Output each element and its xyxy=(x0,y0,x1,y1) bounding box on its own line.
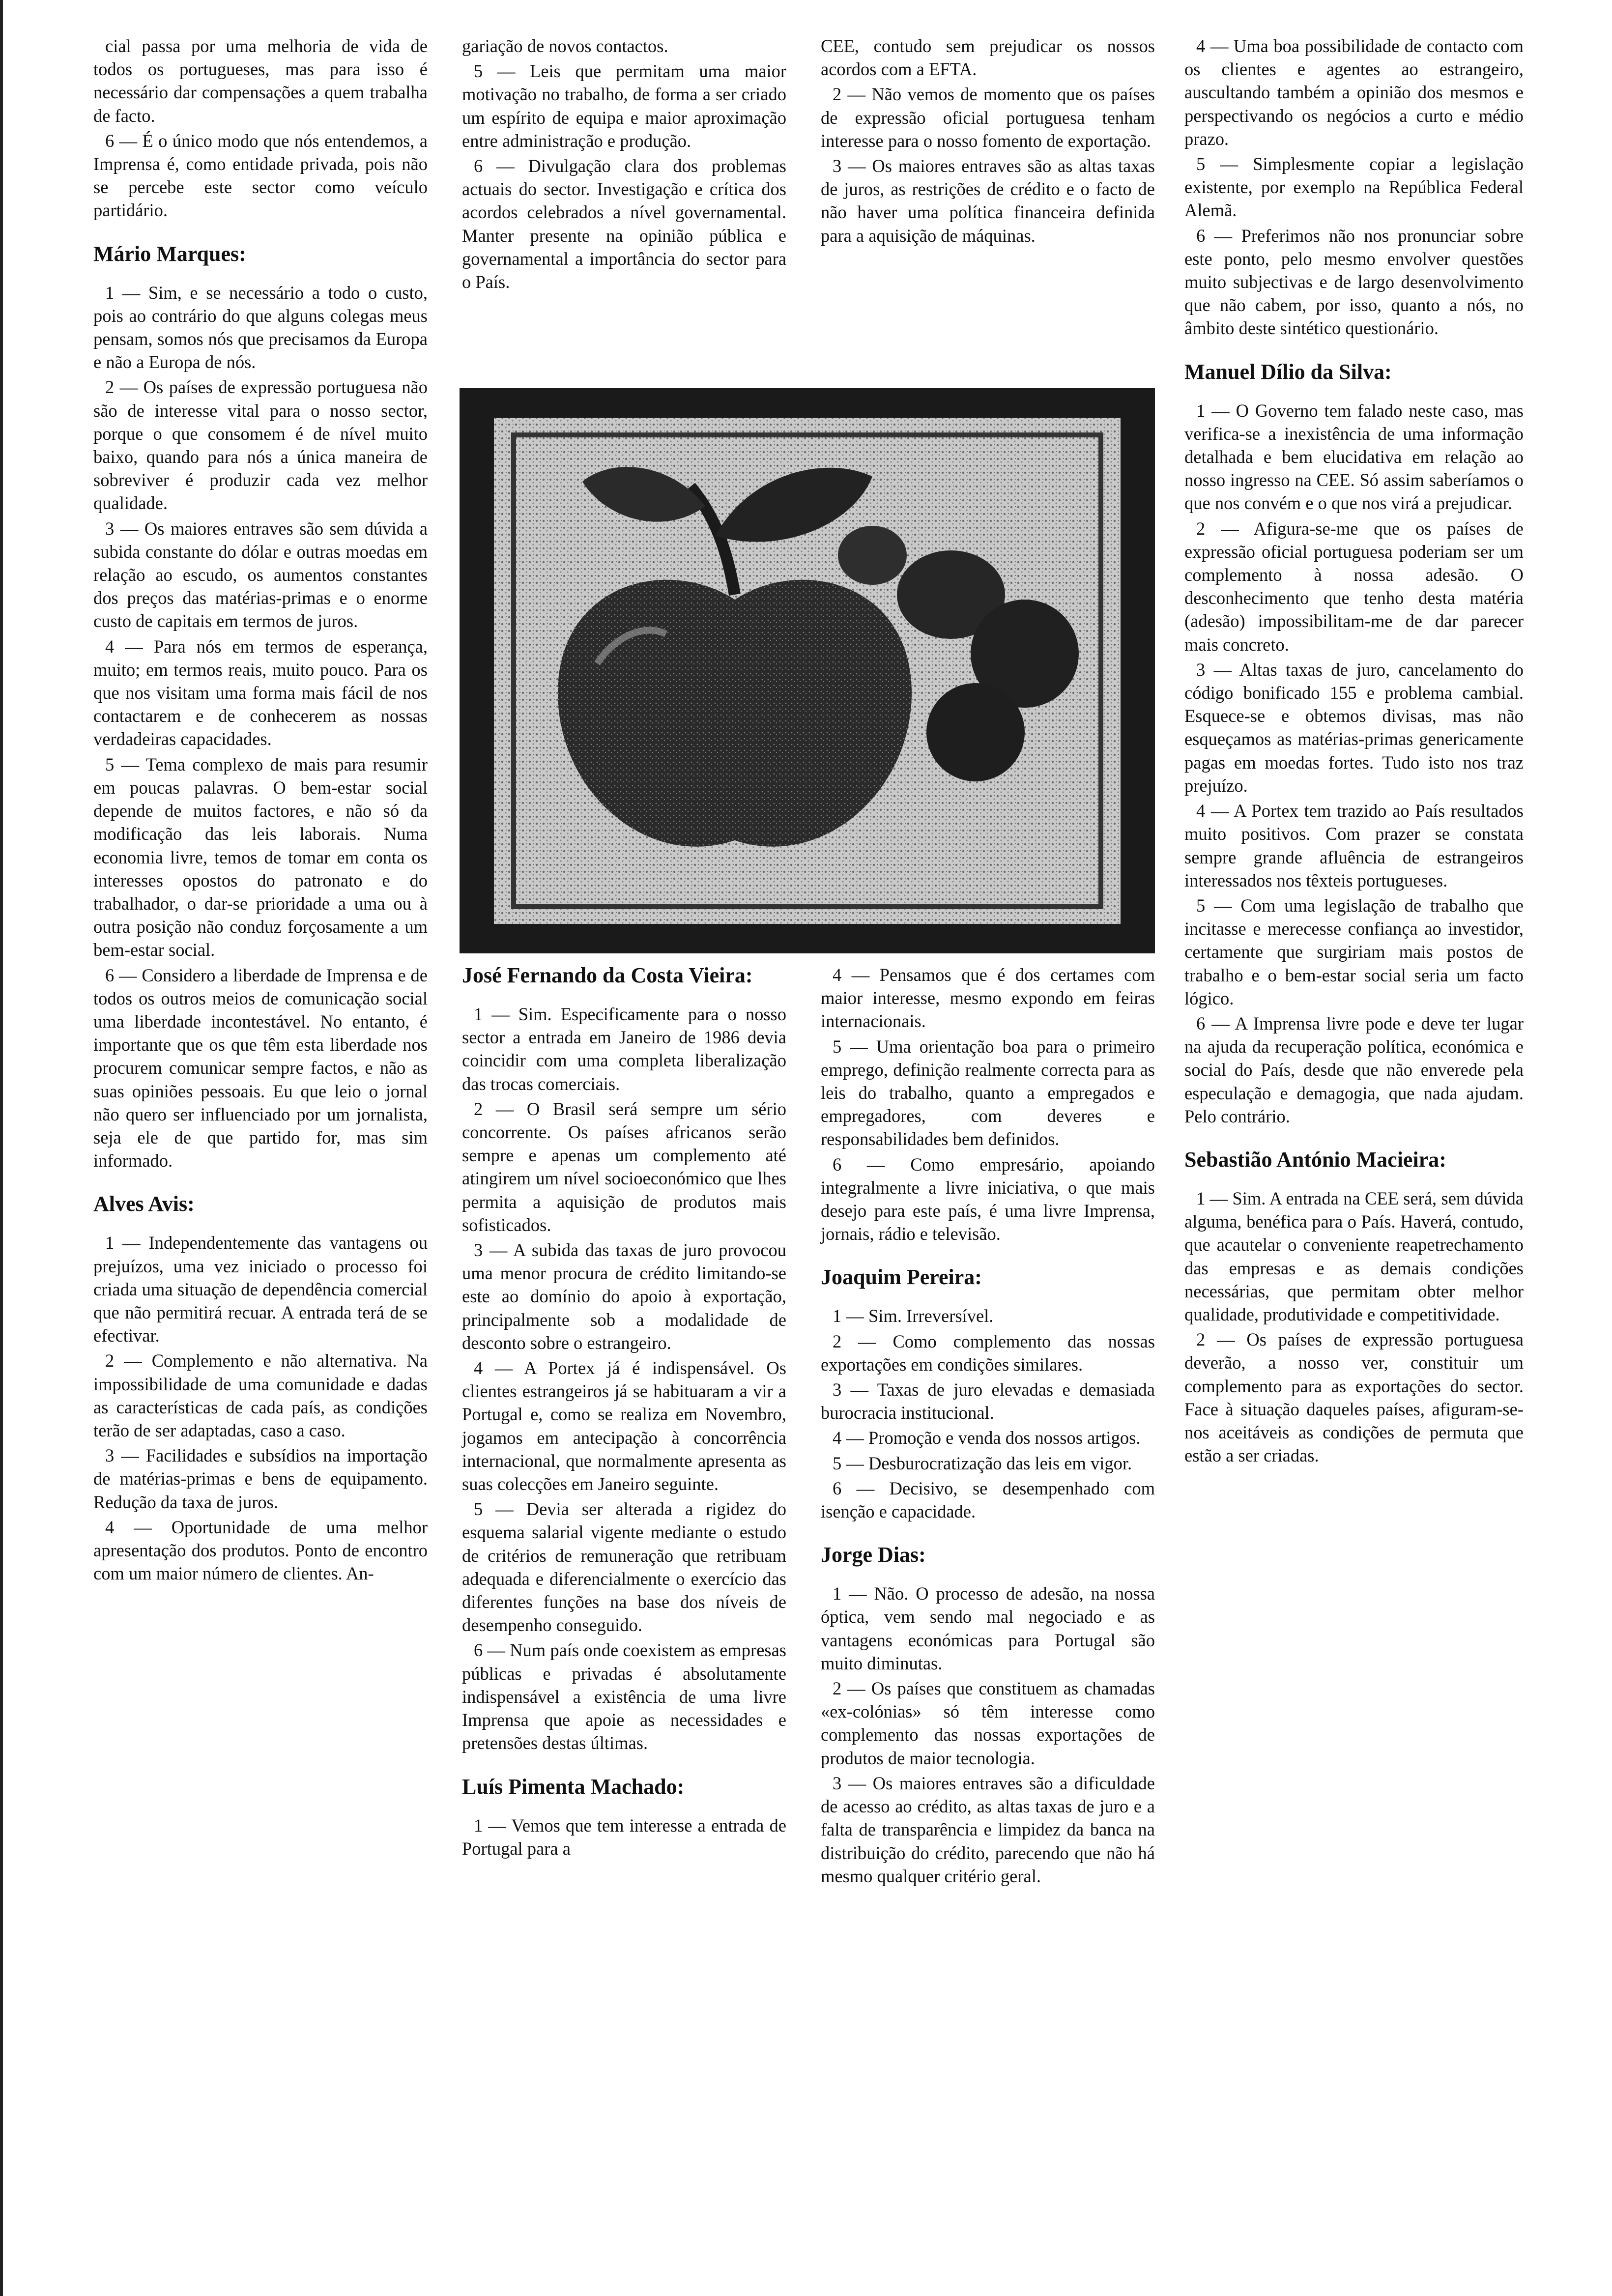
paragraph: 5 — Desburocratização das leis em vigor. xyxy=(833,1453,1132,1473)
paragraph: 3 — A subida das taxas de juro provocou uma menor procura de crédito limitando-se este ao domínio do apoio à exportação, principalmente sob a modalidade de desconto sobre o estrangeiro. xyxy=(462,1240,786,1353)
paragraph: 4 — Oportunidade de uma melhor apresentação dos produtos. Ponto de encontro com um maior número de clientes. An- xyxy=(93,1517,428,1584)
paragraph: 4 — Promoção e venda dos nossos artigos. xyxy=(833,1428,1141,1448)
paragraph: 1 — Sim. Especificamente para o nosso sector a entrada em Janeiro de 1986 devia coincidir com uma completa liberalização das trocas comerciais. xyxy=(462,1004,786,1094)
paragraph: 4 — Para nós em termos de esperança, muito; em termos reais, muito pouco. Para os que nos visitam uma forma mais fácil de nos contactarem e de conhecerem as nossas verdadeiras capacidades. xyxy=(93,636,428,749)
paragraph: 2 — O Brasil será sempre um sério concorrente. Os países africanos serão sempre e apenas um complemento até atingirem um nível socioeconómico que lhes permita a aquisição de produtos mais sofisticados. xyxy=(462,1098,786,1235)
paragraph: 6 — Como empresário, apoiando integralmente a livre iniciativa, o que mais desejo para este país, é uma livre Imprensa, jornais, rádio e televisão. xyxy=(821,1154,1155,1244)
respondent-heading: José Fernando da Costa Vieira: xyxy=(462,963,753,987)
paragraph: 6 — Considero a liberdade de Imprensa e de todos os outros meios de comunicação social uma liberdade incontestável. No entanto, é importante que os que têm esta liberdade nos procurem comunicar sempre factos, e não as suas opiniões pessoais. Eu que leio o jornal não quero ser influenciado por um jornalista, seja ele de que partido for, mas sim informado. xyxy=(93,965,428,1171)
paragraph: 5 — Simplesmente copiar a legislação existente, por exemplo na República Federal Alemã. xyxy=(1184,154,1524,221)
paragraph: 3 — Altas taxas de juro, cancelamento do código bonificado 155 e problema cambial. Esquece-se e obtemos divisas, mas não esqueçamos as matérias-primas genericamente pagas em moedas fortes. Tudo isto nos traz prejuízo. xyxy=(1184,659,1524,796)
column-2-bottom xyxy=(462,963,786,2280)
paragraph: 4 — A Portex já é indispensável. Os clientes estrangeiros já se habituaram a vir a Portugal e, como se realiza em Novembro, jogamos em antecipação à concorrência internacional, que normalmente apresenta as suas colecções em Janeiro seguinte. xyxy=(462,1358,786,1494)
apple-artwork xyxy=(460,388,1155,953)
column-3-top xyxy=(821,34,1155,388)
paragraph: 1 — Sim, e se necessário a todo o custo, pois ao contrário do que alguns colegas meus pensam, somos nós que precisamos da Europa e não a Europa de nós. xyxy=(93,282,428,373)
paragraph: 3 — Os maiores entraves são a dificuldade de acesso ao crédito, as altas taxas de juro e a falta de transparência e limpidez da banca na distribuição do crédito, parecendo que não há mesmo qualquer critério geral. xyxy=(821,1773,1155,1886)
respondent-heading: Jorge Dias: xyxy=(821,1543,926,1567)
respondent-heading: Joaquim Pereira: xyxy=(821,1265,982,1290)
paragraph: 5 — Com uma legislação de trabalho que incitasse e merecesse confiança ao investidor, certamente que surgiriam mais postos de trabalho e o bem-estar social seria um facto lógico. xyxy=(1184,895,1524,1008)
apple-illustration xyxy=(460,388,1155,953)
paragraph: 3 — Taxas de juro elevadas e demasiada burocracia institucional. xyxy=(821,1379,1155,1423)
paragraph: 4 — A Portex tem trazido ao País resultados muito positivos. Com prazer se constata sempre grande afluência de estrangeiros interessados nos têxteis portugueses. xyxy=(1184,801,1524,890)
paragraph: 3 — Facilidades e subsídios na importação de matérias-primas e bens de equipamento. Redução da taxa de juros. xyxy=(93,1445,428,1512)
column-2-top xyxy=(462,34,786,388)
paragraph: 2 — Como complemento das nossas exportações em condições similares. xyxy=(821,1331,1155,1375)
paragraph: 1 — Independentemente das vantagens ou prejuízos, uma vez iniciado o processo foi criada uma situação de dependência comercial que não permitirá recuar. A entrada terá de se efectivar. xyxy=(93,1233,428,1346)
paragraph: 2 — Os países de expressão portuguesa deverão, a nosso ver, constituir um complemento para as exportações do sector. Face à situação daqueles países, afiguram-se-nos aceitáveis as condições de permuta que estão a ser criadas. xyxy=(1184,1329,1524,1466)
paragraph: 6 — Preferimos não nos pronunciar sobre este ponto, pelo mesmo envolver questões muito subjectivas e de largo desenvolvimento que não cabem, por isso, quanto a nós, no âmbito deste sintético questionário. xyxy=(1184,225,1524,339)
paragraph: cial passa por uma melhoria de vida de todos os portugueses, mas para isso é necessário dar compensações a quem trabalha de facto. xyxy=(93,36,428,126)
paragraph: gariação de novos contactos. xyxy=(462,36,668,56)
paragraph: 4 — Pensamos que é dos certames com maior interesse, mesmo expondo em feiras internacionais. xyxy=(821,965,1155,1032)
paragraph: 3 — Os maiores entraves são sem dúvida a subida constante do dólar e outras moedas em relação ao escudo, os aumentos constantes dos preços das matérias-primas e o enorme custo de capitais em termos de juros. xyxy=(93,518,428,631)
respondent-heading: Luís Pimenta Machado: xyxy=(462,1774,685,1799)
respondent-heading: Alves Avis: xyxy=(93,1192,195,1216)
respondent-heading: Sebastião António Macieira: xyxy=(1184,1147,1446,1172)
paragraph: 5 — Leis que permitam uma maior motivação no trabalho, de forma a ser criado um espírito de equipa e maior aproximação entre administração e produção. xyxy=(462,61,786,151)
paragraph: 1 — Vemos que tem interesse a entrada de Portugal para a xyxy=(462,1815,786,1859)
paragraph: 6 — A Imprensa livre pode e deve ter lugar na ajuda da recuperação política, económica e social do País, desde que não enverede pela especulação e demagogia, que nada ajudam. Pelo contrário. xyxy=(1184,1013,1524,1126)
column-4 xyxy=(1184,34,1524,2275)
paragraph: 1 — Não. O processo de adesão, na nossa óptica, vem sendo mal negociado e as vantagens económicas para Portugal são muito diminutas. xyxy=(821,1583,1155,1673)
paragraph: 5 — Tema complexo de mais para resumir em poucas palavras. O bem-estar social depende de muitos factores, e não só da modificação das leis laborais. Numa economia livre, temos de tomar em conta os interesses opostos do patronato e do trabalhador, o dar-se prioridade a uma ou à outra posição não conduz forçosamente a um bem-estar social. xyxy=(93,754,428,960)
paragraph: 2 — Não vemos de momento que os países de expressão oficial portuguesa tenham interesse para o nosso fomento de exportação. xyxy=(821,84,1155,151)
paragraph: 6 — É o único modo que nós entendemos, a Imprensa é, como entidade privada, pois não se percebe este sector como veículo partidário. xyxy=(93,130,428,221)
paragraph: 2 — Complemento e não alternativa. Na impossibilidade de uma comunidade e dadas as características de cada país, as condições terão de ser adaptadas, caso a caso. xyxy=(93,1350,428,1440)
paragraph: 6 — Decisivo, se desempenhado com isenção e capacidade. xyxy=(821,1478,1155,1522)
respondent-heading: Mário Marques: xyxy=(93,241,246,266)
paragraph: 1 — O Governo tem falado neste caso, mas verifica-se a inexistência de uma informação detalhada e bem elucidativa em relação ao nosso ingresso na CEE. Só assim saberíamos o que nos convém e o que nos virá a prejudicar. xyxy=(1184,400,1524,514)
paragraph: 5 — Devia ser alterada a rigidez do esquema salarial vigente mediante o estudo de critérios de remuneração que retribuam adequada e diferencialmente o exercício das diferentes funções na base dos níveis de desempenho conseguido. xyxy=(462,1499,786,1636)
column-3-bottom xyxy=(821,963,1155,2280)
paragraph: 1 — Sim. Irreversível. xyxy=(833,1306,994,1326)
paragraph: 2 — Afigura-se-me que os países de expressão oficial portuguesa poderiam ser um complemento à nossa adesão. O desconhecimento que tenho desta matéria (adesão) impossibilitam-me de dar parecer mais concreto. xyxy=(1184,518,1524,655)
scan-edge xyxy=(0,0,3,2296)
paragraph: 3 — Os maiores entraves são as altas taxas de juros, as restrições de crédito e o facto de não haver uma política financeira definida para a aquisição de máquinas. xyxy=(821,156,1155,246)
paragraph: 2 — Os países de expressão portuguesa não são de interesse vital para o nosso sector, porque o que consomem é de nível muito baixo, quando para nós a única maneira de sobreviver é produzir cada vez melhor qualidade. xyxy=(93,377,428,514)
paragraph: 4 — Uma boa possibilidade de contacto com os clientes e agentes ao estrangeiro, auscultando também a opinião dos mesmos e perspectivando os negócios a curto e médio prazo. xyxy=(1184,36,1524,149)
paragraph: 5 — Uma orientação boa para o primeiro emprego, definição realmente correcta para as leis do trabalho, quanto a empregados e empregadores, com deveres e responsabilidades bem definidos. xyxy=(821,1036,1155,1149)
respondent-heading: Manuel Dílio da Silva: xyxy=(1184,359,1392,384)
paragraph: 6 — Num país onde coexistem as empresas públicas e privadas é absolutamente indispensável a existência de uma livre Imprensa que apoie as necessidades e pretensões destas últimas. xyxy=(462,1640,786,1753)
paragraph: CEE, contudo sem prejudicar os nossos acordos com a EFTA. xyxy=(821,36,1155,80)
paragraph: 2 — Os países que constituem as chamadas «ex-colónias» só têm interesse como complemento das nossas exportações de produtos de maior tecnologia. xyxy=(821,1678,1155,1768)
paragraph: 1 — Sim. A entrada na CEE será, sem dúvida alguma, benéfica para o País. Haverá, contudo, que acautelar o conveniente reapetrechamento das empresas e as demais condições necessárias, que permitam obter melhor qualidade, produtividade e competitividade. xyxy=(1184,1188,1524,1324)
column-1 xyxy=(93,34,428,2275)
paragraph: 6 — Divulgação clara dos problemas actuais do sector. Investigação e crítica dos acordos celebrados a nível governamental. Manter presente na opinião pública e governamental a importância do sector para o País. xyxy=(462,156,786,292)
